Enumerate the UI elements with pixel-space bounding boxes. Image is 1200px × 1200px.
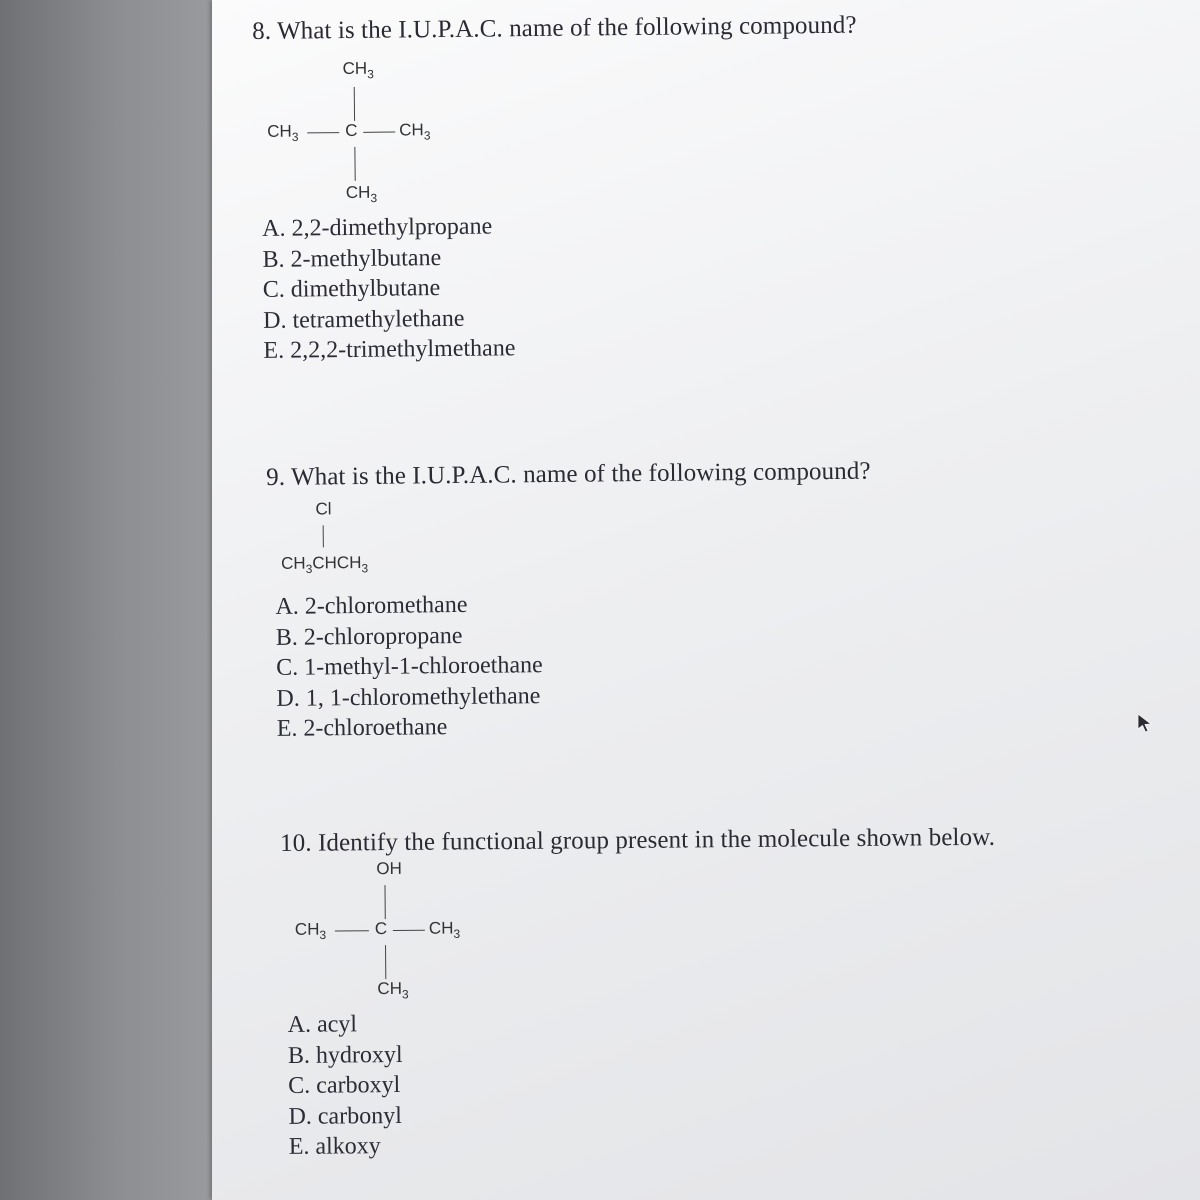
question-10-structure: [290, 858, 511, 1030]
q9-option-a: A. 2-chloromethane: [275, 591, 468, 620]
struct10-top: OH: [376, 858, 402, 879]
q10-option-d: D. carbonyl: [288, 1102, 402, 1130]
struct10-center: C: [374, 919, 388, 939]
question-9-options: [275, 589, 543, 744]
struct8-bond-left: [307, 132, 339, 134]
struct8-center: C: [345, 120, 358, 141]
question-8-prompt: 8. What is the I.U.P.A.C. name of the following compound?: [252, 11, 857, 45]
q8-option-e: E. 2,2,2-trimethylmethane: [263, 335, 516, 364]
q9-option-d: D. 1, 1-chloromethylethane: [276, 682, 541, 712]
q10-option-a: A. acyl: [287, 1011, 358, 1038]
struct8-top: $CH_3$: [342, 58, 374, 82]
q9-option-b: B. 2-chloropropane: [275, 622, 463, 651]
question-9: [266, 457, 871, 742]
q9-option-e: E. 2-chloroethane: [276, 714, 448, 742]
question-8-structure: [262, 56, 484, 228]
q10-option-b: B. hydroxyl: [287, 1041, 403, 1069]
question-8-options: [262, 211, 516, 366]
q8-option-b: B. 2-methylbutane: [262, 244, 442, 273]
q10-option-c: C. carboxyl: [288, 1071, 401, 1099]
question-10: [280, 823, 996, 1160]
struct9-top: Cl: [315, 499, 332, 519]
question-10-prompt: 10. Identify the functional group present in the molecule shown below.: [280, 823, 996, 857]
struct10-bottom: $CH_3$: [377, 978, 409, 1002]
q10-option-e: E. alkoxy: [288, 1133, 381, 1160]
struct8-bond-right: [363, 132, 395, 134]
q8-option-d: D. tetramethylethane: [263, 305, 465, 334]
q9-option-c: C. 1-methyl-1-chloroethane: [275, 652, 543, 681]
struct8-bond-bottom: [354, 147, 356, 181]
struct10-right: $CH_3$: [428, 918, 461, 941]
question-8: [252, 11, 857, 364]
struct8-bottom: $CH_3$: [345, 182, 378, 206]
struct10-left: $CH_3$: [294, 919, 327, 943]
struct8-bond-top: [354, 87, 356, 121]
struct10-bond-left: [335, 930, 369, 932]
question-10-options: [288, 1009, 404, 1162]
question-9-prompt: 9. What is the I.U.P.A.C. name of the following compound?: [266, 457, 871, 491]
struct9-bond: [323, 525, 325, 547]
struct8-right: $CH_3$: [399, 120, 431, 143]
document-page: [212, 0, 1200, 1200]
struct10-bond-top: [384, 885, 386, 919]
struct8-left: $CH_3$: [267, 121, 299, 144]
mouse-pointer-icon: [1136, 712, 1154, 736]
q8-option-a: A. 2,2-dimethylpropane: [262, 213, 493, 242]
struct10-bond-bottom: [385, 945, 387, 979]
struct9-formula: $CH_3CHCH_3$: [280, 553, 369, 576]
q8-option-c: C. dimethylbutane: [262, 275, 441, 303]
screen-bezel: [0, 0, 215, 1200]
question-9-structure: [280, 498, 481, 580]
struct10-bond-right: [393, 930, 425, 932]
